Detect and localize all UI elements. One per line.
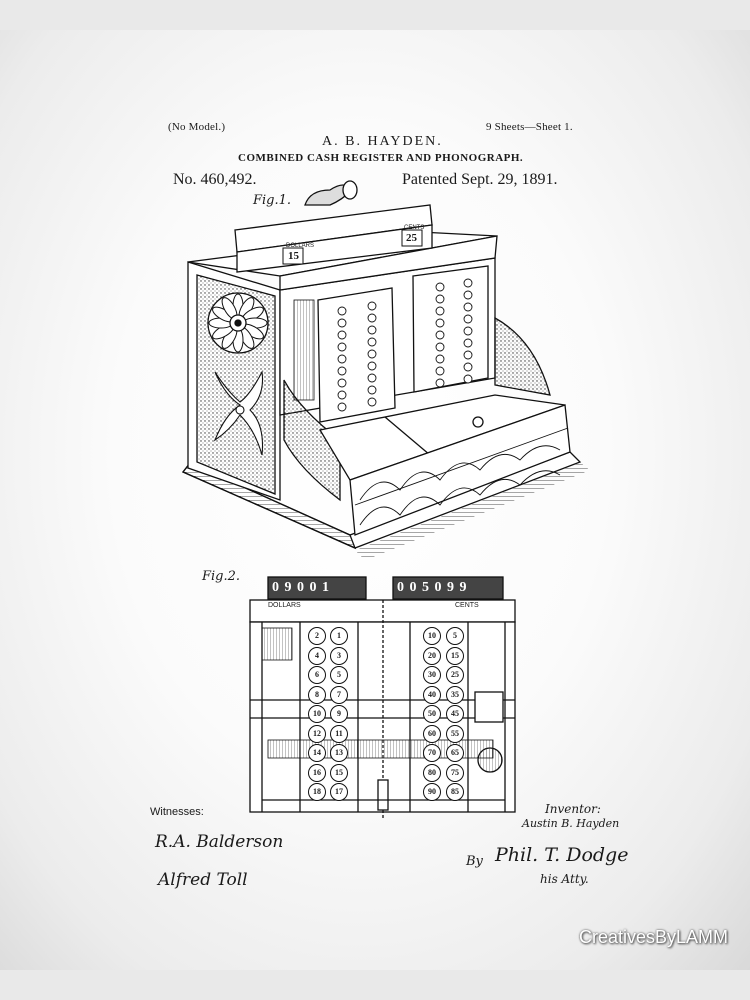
fig2-key-2-9: 17 [330, 783, 348, 801]
fig2-key-3-6: 60 [423, 725, 441, 743]
fig2-key-3-5: 50 [423, 705, 441, 723]
inventor-label: Inventor: [545, 802, 601, 816]
fig2-key-4-2: 15 [446, 647, 464, 665]
model-note: (No Model.) [168, 121, 226, 133]
witnesses-label: Witnesses: [150, 806, 204, 818]
fig2-key-3-9: 90 [423, 783, 441, 801]
by-label: By [466, 854, 483, 869]
fig2-key-4-5: 45 [446, 705, 464, 723]
fig2-key-1-9: 18 [308, 783, 326, 801]
fig2-label: Fig.2. [202, 569, 241, 584]
fig1-dollars-value: 15 [288, 250, 299, 262]
fig2-key-4-1: 5 [446, 627, 464, 645]
fig2-key-2-2: 3 [330, 647, 348, 665]
watermark: CreativesByLAMM [578, 927, 728, 947]
fig2-key-2-4: 7 [330, 686, 348, 704]
fig2-key-4-3: 25 [446, 666, 464, 684]
fig2-key-3-7: 70 [423, 744, 441, 762]
fig2-left-display: 0 9 0 0 1 [272, 580, 330, 595]
fig2-key-1-3: 6 [308, 666, 326, 684]
fig2-key-3-3: 30 [423, 666, 441, 684]
fig2-key-1-6: 12 [308, 725, 326, 743]
fig2-right-display: 0 0 5 0 9 9 [397, 580, 468, 595]
fig2-key-1-5: 10 [308, 705, 326, 723]
witness-1-signature: R.A. Balderson [155, 832, 284, 852]
fig2-key-4-9: 85 [446, 783, 464, 801]
fig2-key-3-8: 80 [423, 764, 441, 782]
fig2-key-4-4: 35 [446, 686, 464, 704]
fig2-key-2-1: 1 [330, 627, 348, 645]
fig2-key-3-4: 40 [423, 686, 441, 704]
fig2-key-1-2: 4 [308, 647, 326, 665]
fig2-key-2-6: 11 [330, 725, 348, 743]
fig2-key-2-8: 15 [330, 764, 348, 782]
fig2-dollars-label: DOLLARS [268, 602, 301, 609]
fig2-key-1-4: 8 [308, 686, 326, 704]
attorney-label: his Atty. [540, 872, 589, 886]
fig2-key-2-7: 13 [330, 744, 348, 762]
patent-number: No. 460,492. [173, 171, 257, 188]
sheet-count: 9 Sheets—Sheet 1. [486, 121, 573, 133]
invention-title: COMBINED CASH REGISTER AND PHONOGRAPH. [238, 152, 524, 164]
fig1-dollars-label: DOLLARS [286, 243, 315, 249]
attorney-signature: Phil. T. Dodge [495, 844, 629, 866]
fig2-key-4-6: 55 [446, 725, 464, 743]
fig2-key-2-5: 9 [330, 705, 348, 723]
fig1-cents-value: 25 [406, 232, 417, 244]
fig2-key-4-8: 75 [446, 764, 464, 782]
fig2-key-3-2: 20 [423, 647, 441, 665]
fig2-key-3-1: 10 [423, 627, 441, 645]
inventor-name: A. B. HAYDEN. [322, 134, 443, 149]
witness-2-signature: Alfred Toll [158, 870, 248, 890]
fig2-key-4-7: 65 [446, 744, 464, 762]
fig2-cents-label: CENTS [455, 602, 479, 609]
fig2-key-1-1: 2 [308, 627, 326, 645]
inventor-signature: Austin B. Hayden [522, 817, 620, 830]
fig2-key-1-7: 14 [308, 744, 326, 762]
fig1-label: Fig.1. [253, 193, 292, 208]
fig2-key-2-3: 5 [330, 666, 348, 684]
fig1-cents-label: CENTS [404, 225, 425, 231]
fig2-key-1-8: 16 [308, 764, 326, 782]
patent-date: Patented Sept. 29, 1891. [402, 171, 558, 188]
